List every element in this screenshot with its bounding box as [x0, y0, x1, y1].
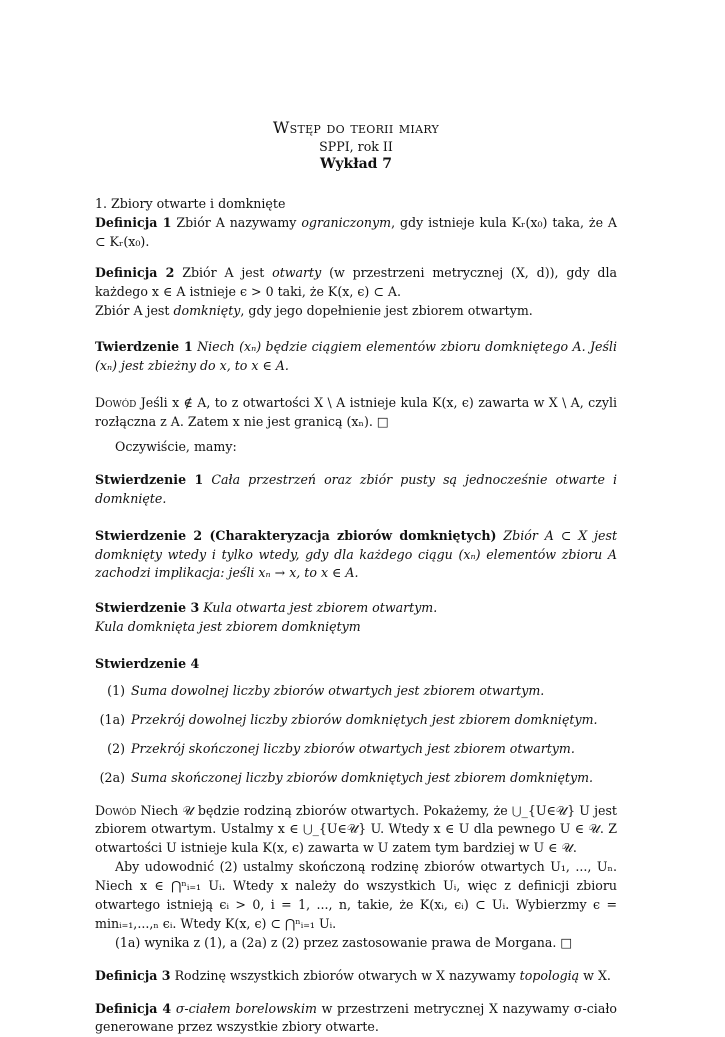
proof-2 [95, 802, 617, 859]
statement-3 [95, 599, 617, 618]
definition-4-term: σ-ciałem borelowskim [171, 1000, 317, 1016]
theorem-1 [95, 338, 617, 376]
proof-2-paragraph-2: Aby udowodnić (2) ustalmy skończoną rodzinę zbiorów otwartych U₁, ..., Uₙ. Niech x ∈ ⋂ⁿᵢ₌₁ Uᵢ. Wtedy x należy do wszystkich Uᵢ, więc z definicji zbioru otwartego istnieją ϵᵢ > 0, i = 1, ..., n, takie, że K(xᵢ, ϵᵢ) ⊂ Uᵢ. Wybierzmy ϵ = minᵢ₌₁,...,ₙ ϵᵢ. Wtedy K(x, ϵ) ⊂ ⋂ⁿᵢ₌₁ Uᵢ. [95, 859, 617, 931]
definition-3-term: topologią [519, 967, 580, 983]
theorem-1-label: Twierdzenie 1 [95, 339, 193, 355]
statement-2 [95, 527, 617, 584]
proof-2-paragraph-3: (1a) wynika z (1), a (2a) z (2) przez zastosowanie prawa de Morgana. □ [115, 934, 573, 950]
definition-4-text: w przestrzeni metrycznej X nazywamy σ-ciało generowane przez wszystkie zbiory otwarte. [95, 1000, 618, 1035]
proof-1-text: Jeśli x ∉ A, to z otwartości X \ A istnieje kula K(x, ϵ) zawarta w X \ A, czyli rozłączna z A. Zatem x nie jest granicą (xₙ). □ [95, 395, 617, 430]
definition-2-term2: domknięty [173, 302, 241, 318]
proof-1-label: Dowód [95, 395, 137, 411]
statement-3-text-2: Kula domknięta jest zbiorem domkniętym [95, 619, 361, 635]
list-item-text: Przekrój skończonej liczby zbiorów otwartych jest zbiorem otwartym. [131, 740, 575, 756]
proof-2-label: Dowód [95, 802, 137, 818]
definition-2-text-b: (w przestrzeni metrycznej (X, d)), gdy dla każdego x ∈ A istnieje ϵ > 0 taki, że K(x, ϵ) ⊂ A. [95, 264, 618, 299]
list-item-number: (1) [107, 683, 125, 699]
statement-3-text: Kula otwarta jest zbiorem otwartym. [199, 600, 438, 616]
statement-4-label: Stwierdzenie 4 [95, 656, 200, 672]
list-item-number: (1a) [99, 711, 125, 727]
proof-1 [95, 394, 617, 432]
definition-1 [95, 214, 617, 252]
list-item [95, 740, 617, 759]
list-item [95, 769, 617, 788]
definition-2-text-a: Zbiór A jest [174, 264, 273, 280]
document-subtitle: SPPI, rok II [319, 139, 393, 155]
list-item-text: Suma dowolnej liczby zbiorów otwartych jest zbiorem otwartym. [131, 683, 545, 699]
statement-1-text: Cała przestrzeń oraz zbiór pusty są jednocześnie otwarte i domknięte. [95, 471, 617, 506]
definition-2 [95, 264, 617, 302]
definition-3-text-b: w X. [579, 967, 611, 983]
statement-2-text: Zbiór A ⊂ X jest domknięty wtedy i tylko wtedy, gdy dla każdego ciągu (xₙ) elementów zbioru A zachodzi implikacja: jeśli xₙ → x, to x ∈ A. [95, 527, 618, 581]
definition-1-text-b: , gdy istnieje kula Kᵣ(x₀) taka, że A ⊂ Kᵣ(x₀). [95, 214, 618, 249]
list-item [95, 682, 617, 701]
statement-2-label: Stwierdzenie 2 (Charakteryzacja zbiorów domkniętych) [95, 527, 497, 543]
document-page [95, 118, 617, 1037]
list-item-number: (2) [107, 740, 125, 756]
list-item-text: Przekrój dowolnej liczby zbiorów domkniętych jest zbiorem domkniętym. [131, 711, 598, 727]
definition-4 [95, 1000, 617, 1037]
definition-3-text-a: Rodzinę wszystkich zbiorów otwarych w X nazywamy [170, 967, 520, 983]
statement-1 [95, 471, 617, 509]
definition-3 [95, 967, 617, 986]
list-item-number: (2a) [99, 769, 125, 785]
proof-2-paragraph-1: Niech 𝒰 będzie rodziną zbiorów otwartych. Pokażemy, że ⋃_{U∈𝒰} U jest zbiorem otwartym. Ustalmy x ∈ ⋃_{U∈𝒰} U. Wtedy x ∈ U dla pewnego U ∈ 𝒰. Z otwartości U istnieje kula K(x, ϵ) zawarta w U zatem tym bardziej w U ∈ 𝒰. [95, 802, 617, 856]
theorem-1-text: Niech (xₙ) będzie ciągiem elementów zbioru domkniętego A. Jeśli (xₙ) jest zbieżny do x, to x ∈ A. [95, 339, 617, 374]
definition-2-closed [95, 302, 617, 321]
definition-2-term: otwarty [272, 264, 322, 280]
definition-1-text-a: Zbiór A nazywamy [171, 214, 302, 230]
definition-2-label: Definicja 2 [95, 264, 175, 280]
lecture-number: Wykład 7 [319, 156, 393, 173]
definition-2-text-c: Zbiór A jest [95, 302, 174, 318]
section-heading: 1. Zbiory otwarte i domknięte [95, 196, 286, 212]
document-title: Wstęp do teorii miary [272, 118, 440, 137]
remark-obviously: Oczywiście, mamy: [115, 439, 237, 454]
statement-1-label: Stwierdzenie 1 [95, 471, 204, 487]
statement-4-list [95, 682, 617, 788]
definition-2-text-d: , gdy jego dopełnienie jest zbiorem otwartym. [240, 302, 533, 318]
list-item-text: Suma skończonej liczby zbiorów domkniętych jest zbiorem domkniętym. [131, 769, 594, 785]
definition-1-term: ograniczonym [301, 214, 392, 230]
list-item [95, 711, 617, 730]
statement-3-label: Stwierdzenie 3 [95, 600, 200, 616]
definition-1-label: Definicja 1 [95, 214, 172, 230]
definition-4-label: Definicja 4 [95, 1000, 172, 1016]
definition-3-label: Definicja 3 [95, 967, 171, 983]
